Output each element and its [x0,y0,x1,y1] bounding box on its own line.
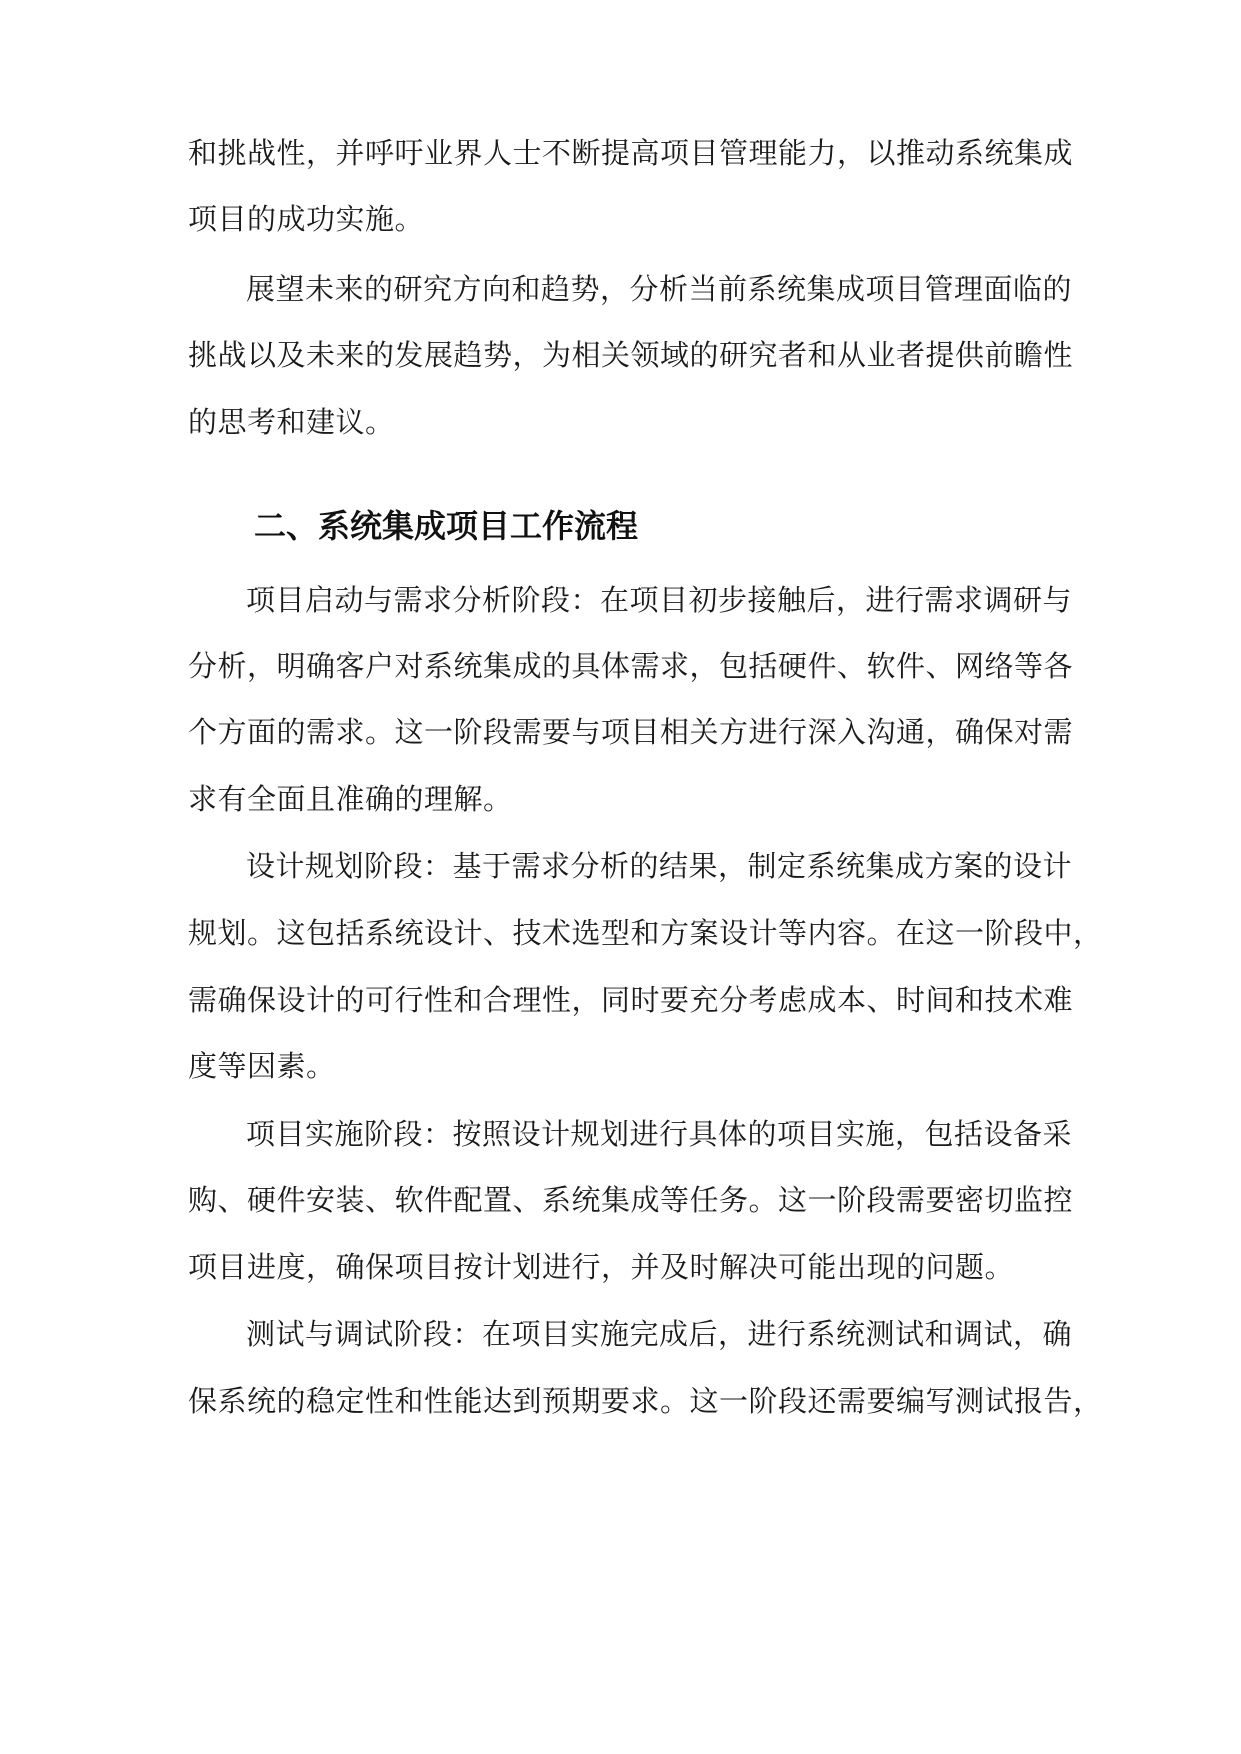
paragraph-line: 设计规划阶段：基于需求分析的结果，制定系统集成方案的设计 [246,849,1073,883]
paragraph-line: 项目的成功实施。 [188,202,425,236]
paragraph-line: 的思考和建议。 [188,405,395,439]
paragraph-line: 项目启动与需求分析阶段：在项目初步接触后，进行需求调研与 [246,583,1073,617]
paragraph-line: 测试与调试阶段：在项目实施完成后，进行系统测试和调试，确 [246,1317,1073,1351]
section-heading: 二、系统集成项目工作流程 [254,507,639,545]
paragraph-line: 分析，明确客户对系统集成的具体需求，包括硬件、软件、网络等各 [188,649,1074,683]
paragraph-line: 展望未来的研究方向和趋势，分析当前系统集成项目管理面临的 [246,272,1073,306]
paragraph-line: 规划。这包括系统设计、技术选型和方案设计等内容。在这一阶段中， [188,916,1103,950]
paragraph-line: 项目实施阶段：按照设计规划进行具体的项目实施，包括设备采 [246,1117,1073,1151]
paragraph-line: 项目进度，确保项目按计划进行，并及时解决可能出现的问题。 [188,1250,1015,1284]
paragraph-line: 需确保设计的可行性和合理性，同时要充分考虑成本、时间和技术难 [188,983,1074,1017]
paragraph-line: 度等因素。 [188,1049,336,1083]
paragraph-line: 个方面的需求。这一阶段需要与项目相关方进行深入沟通，确保对需 [188,715,1074,749]
paragraph-line: 保系统的稳定性和性能达到预期要求。这一阶段还需要编写测试报告， [188,1384,1103,1418]
paragraph-line: 和挑战性，并呼吁业界人士不断提高项目管理能力，以推动系统集成 [188,136,1074,170]
paragraph-line: 求有全面且准确的理解。 [188,782,513,816]
paragraph-line: 挑战以及未来的发展趋势，为相关领域的研究者和从业者提供前瞻性 [188,338,1074,372]
paragraph-line: 购、硬件安装、软件配置、系统集成等任务。这一阶段需要密切监控 [188,1183,1074,1217]
